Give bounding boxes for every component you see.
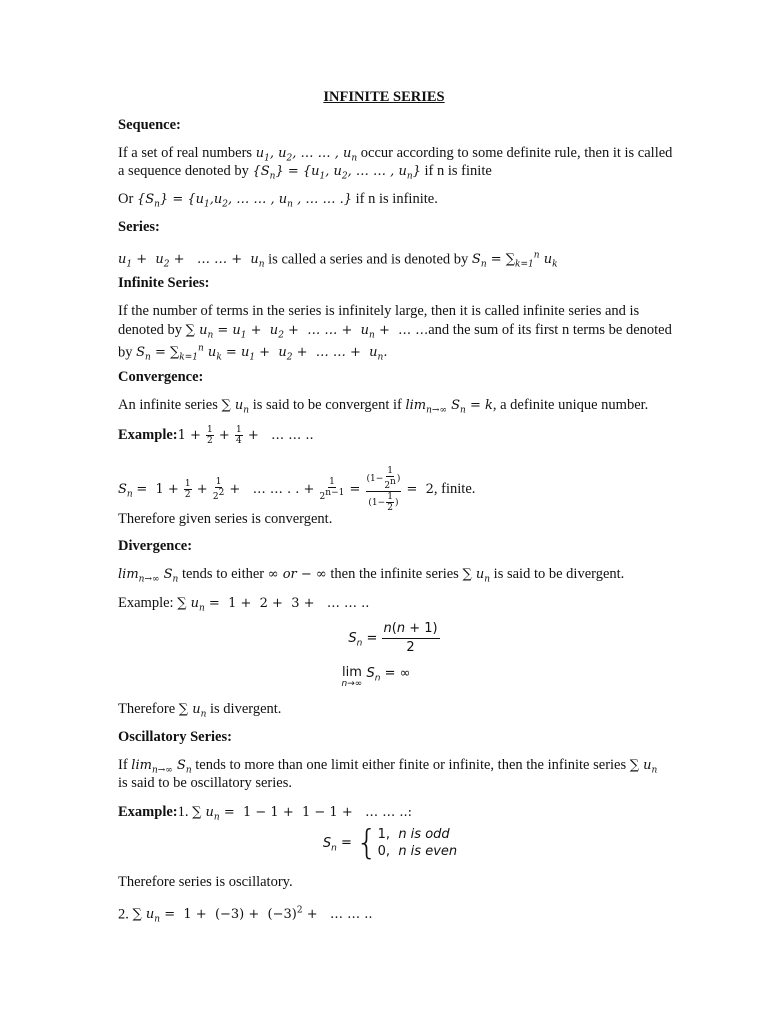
divergence-conclusion: Therefore ∑ $u_n$ is divergent.: [118, 701, 282, 720]
oscillatory-definition-line-1: If $\lim_{n\to\infty} S_n$ tends to more than one limit either finite or infinite, then the infinite series ∑ $u_n$: [118, 757, 658, 776]
convergence-definition: An infinite series ∑ $u_n$ is said to be convergent if $\lim_{n\to\infty} S_n = k$, a definite unique number.: [118, 397, 649, 416]
page-title: INFINITE SERIES: [323, 89, 445, 105]
sequence-line-2: a sequence denoted by $\{S_n\} = \{u_1$, $u_2$, … … , $u_n$} if n is finite: [118, 163, 492, 182]
convergence-example: Example:1 + $\frac{1}{2}$ + $\frac{1}{4}$ + … … ..: [118, 425, 314, 446]
sequence-line-1: If a set of real numbers $u_1$, $u_2$, … … , $u_n$ occur according to some definite rule, then it is called: [118, 145, 673, 164]
oscillatory-cases: $S_n = \{1$, n is odd 0, n is even: [322, 823, 458, 863]
oscillatory-conclusion: Therefore series is oscillatory.: [118, 874, 293, 890]
divergence-limit: lim n→∞ $S_n$ = ∞: [341, 665, 411, 689]
divergence-definition: $\lim_{n\to\infty} S_n$ tends to either ∞ or − ∞ then the infinite series ∑ $u_n$ is said to be divergent.: [118, 566, 625, 585]
heading-convergence: Convergence:: [118, 369, 204, 385]
infinite-series-line-2: denoted by ∑ $u_n = u_1 + u_2$ + … … + $u_n$ + … …and the sum of its first n terms be denoted: [118, 322, 672, 341]
heading-series: Series:: [118, 219, 160, 235]
heading-divergence: Divergence:: [118, 538, 193, 554]
series-line: $u_1 + u_2$ + … … + $u_n$ is called a series and is denoted by $S_n = \sum_{k=1}^n$ $u_k$: [118, 251, 558, 270]
convergence-sum: $S_n = 1$ + $\frac{1}{2}$ + $\frac{1}{2^2}$ + … … . . + $\frac{1}{2^{n-1}}$ = (1− $\frac{1}{2^n}$ ) (1− $\frac{1}{2}$ ) = 2, finite.: [118, 466, 476, 513]
infinite-series-line-3: by $S_n = \sum_{k=1}^n$ $u_k = u_1 + u_2$ + … … + $u_n$.: [118, 344, 388, 363]
sequence-line-3: Or $\{S_n\} = \{u_1,u_2$, … … , $u_n$ , … … .} if n is infinite.: [118, 191, 438, 210]
divergence-sum-formula: $S_n$ = $\frac{n(n + 1)}{2}$: [348, 621, 438, 655]
heading-infinite-series: Infinite Series:: [118, 275, 210, 291]
infinite-series-line-1: If the number of terms in the series is infinitely large, then it is called infinite series and is: [118, 303, 640, 319]
heading-sequence: Sequence:: [118, 117, 181, 133]
oscillatory-definition-line-2: is said to be oscillatory series.: [118, 775, 292, 791]
oscillatory-example-2: 2. ∑ $u_n = 1 + (-3) + (-3)^2$ + … … ..: [118, 906, 373, 925]
oscillatory-example-1: Example:1. ∑ $u_n = 1 - 1 + 1 - 1$ + … … ..:: [118, 804, 413, 823]
heading-oscillatory-series: Oscillatory Series:: [118, 729, 232, 745]
divergence-example: Example: ∑ $u_n = 1 + 2 + 3$ + … … ..: [118, 595, 370, 614]
convergence-conclusion: Therefore given series is convergent.: [118, 511, 333, 527]
